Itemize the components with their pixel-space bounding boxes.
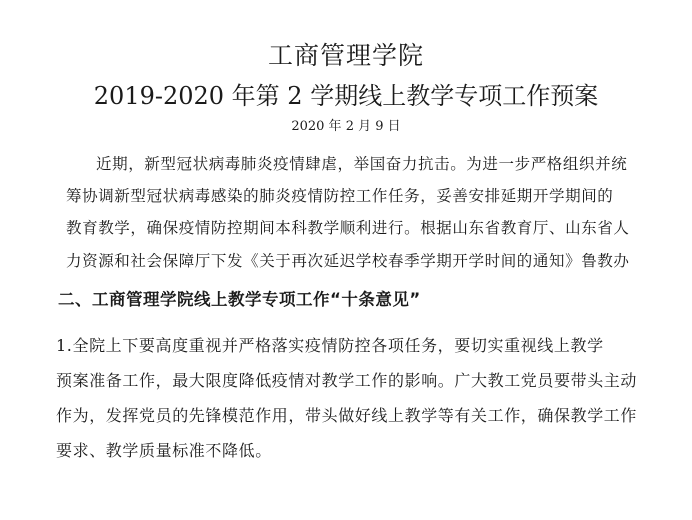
section-heading: 二、工商管理学院线上教学专项工作“十条意见”: [58, 290, 421, 309]
section-line: 作为，发挥党员的先锋模范作用，带头做好线上教学等有关工作，确保教学工作: [56, 406, 638, 425]
section-line: 预案准备工作，最大限度降低疫情对教学工作的影响。广大教工党员要带头主动: [56, 371, 638, 390]
intro-line: 教育教学，确保疫情防控期间本科教学顺利进行。根据山东省教育厅、山东省人: [66, 219, 630, 237]
intro-line: 力资源和社会保障厅下发《关于再次延迟学校春季学期开学时间的通知》鲁教办: [66, 252, 630, 270]
intro-line: 近期，新型冠状病毒肺炎疫情肆虐，举国奋力抗击。为进一步严格组织并统: [96, 155, 628, 173]
document-date: 2020 年 2 月 9 日: [291, 119, 401, 134]
document-title-org: 工商管理学院: [267, 41, 424, 70]
section-line: 要求、教学质量标准不降低。: [56, 441, 272, 460]
document-title-main: 2019-2020 年第 2 学期线上教学专项工作预案: [93, 82, 599, 110]
intro-line: 筹协调新型冠状病毒感染的肺炎疫情防控工作任务，妥善安排延期开学期间的: [66, 187, 614, 205]
section-line: 1.全院上下要高度重视并严格落实疫情防控各项任务，要切实重视线上教学: [56, 336, 604, 355]
